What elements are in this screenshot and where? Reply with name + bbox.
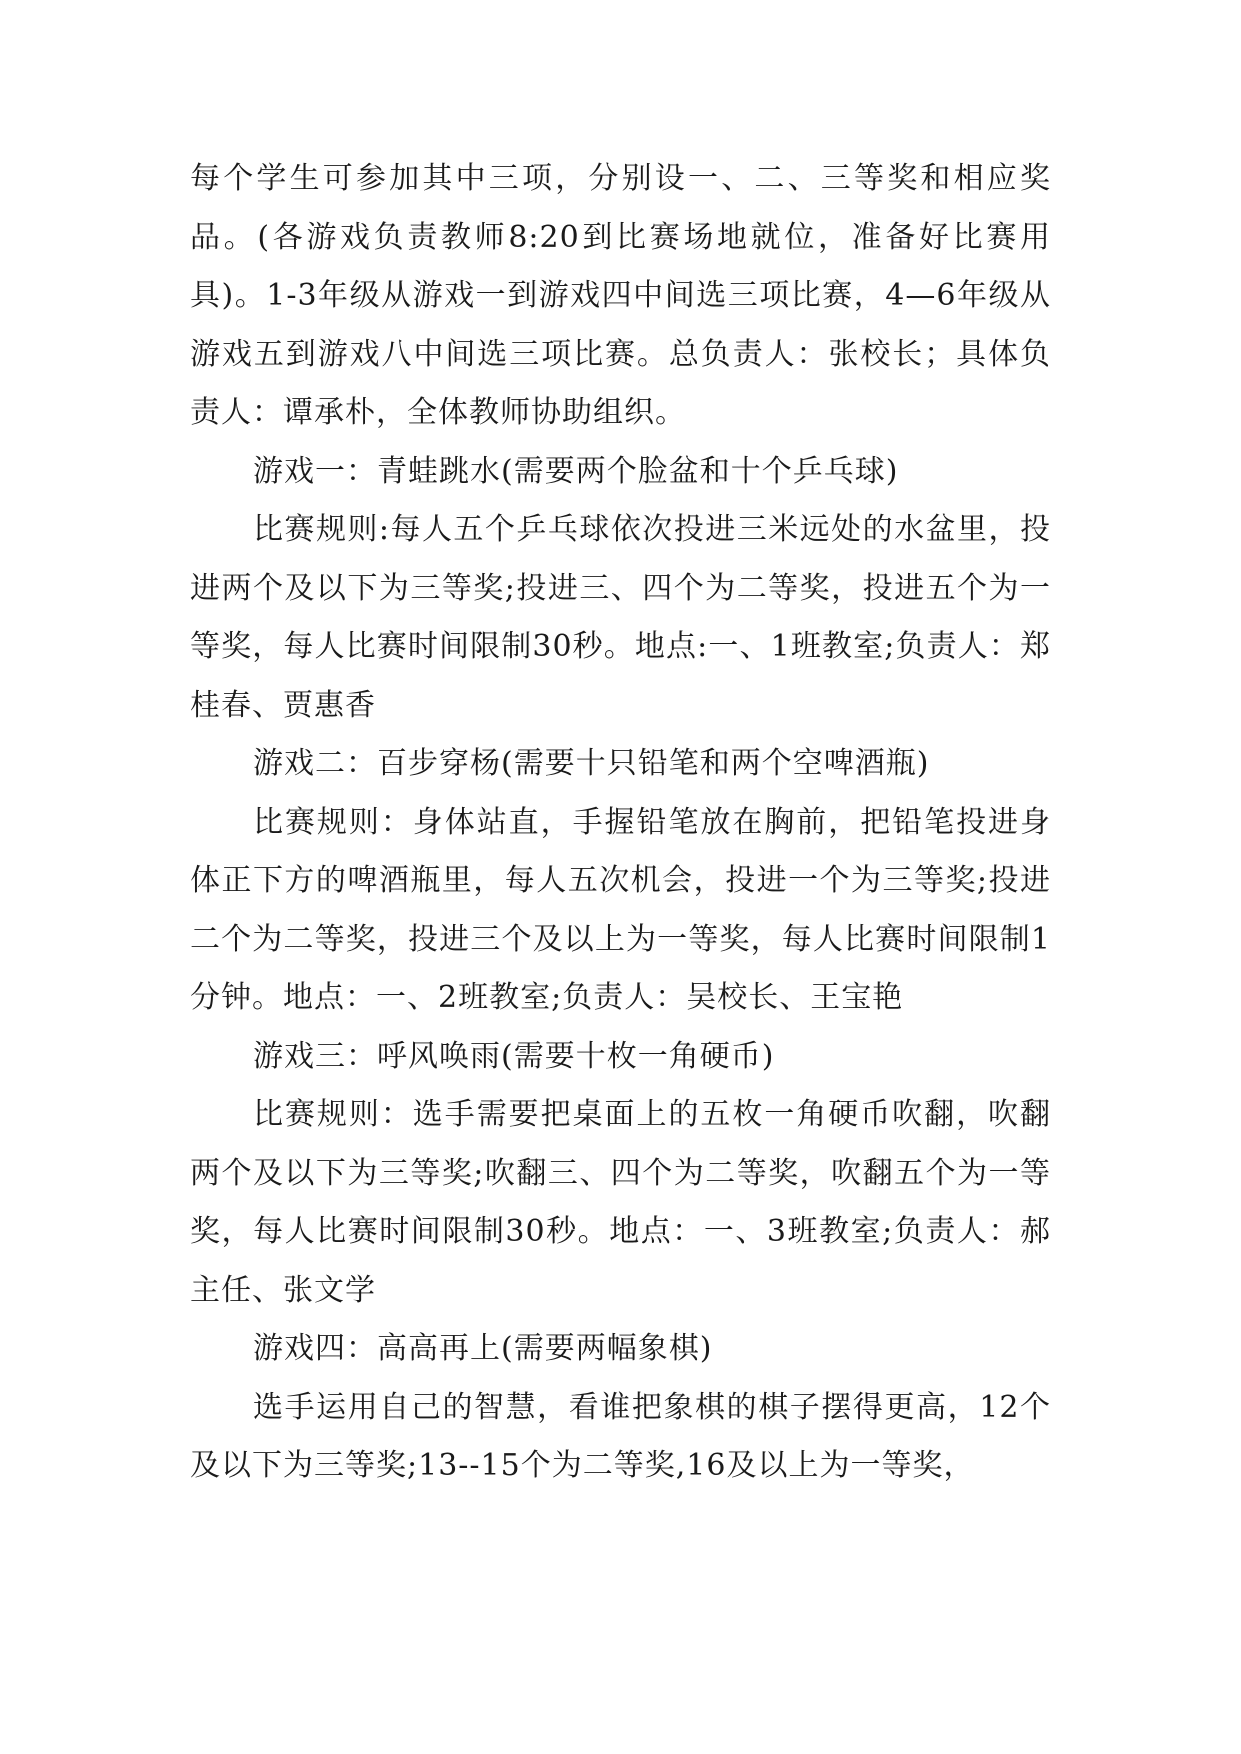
game-1-rules: 比赛规则:每人五个乒乓球依次投进三米远处的水盆里，投进两个及以下为三等奖;投进三、四个为二等奖，投进五个为一等奖，每人比赛时间限制30秒。地点:一、1班教室;负责人：郑桂春、贾惠香: [190, 512, 1051, 723]
game-4-rules: 选手运用自己的智慧，看谁把象棋的棋子摆得更高，12个及以下为三等奖;13--15个为二等奖,16及以上为一等奖，: [190, 1389, 1051, 1483]
game-1-heading: 游戏一：青蛙跳水(需要两个脸盆和十个乒乓球): [253, 453, 899, 489]
game-2-heading: 游戏二：百步穿杨(需要十只铅笔和两个空啤酒瓶): [253, 746, 930, 781]
paragraph-intro: 每个学生可参加其中三项，分别设一、二、三等奖和相应奖品。(各游戏负责教师8:20到比赛场地就位，准备好比赛用具)。1-3年级从游戏一到游戏四中间选三项比赛，4—6年级从游戏五到游戏八中间选三项比赛。总负责人：张校长；具体负责人：谭承朴，全体教师协助组织。: [190, 161, 1051, 430]
game-3-heading: 游戏三：呼风唤雨(需要十枚一角硬币): [253, 1038, 775, 1074]
document-page: [190, 150, 1051, 1496]
game-2-rules: 比赛规则：身体站直，手握铅笔放在胸前，把铅笔投进身体正下方的啤酒瓶里，每人五次机会，投进一个为三等奖;投进二个为二等奖，投进三个及以上为一等奖，每人比赛时间限制1分钟。地点：一、2班教室;负责人：吴校长、王宝艳: [190, 804, 1051, 1015]
game-4-heading: 游戏四：高高再上(需要两幅象棋): [253, 1331, 713, 1366]
game-3-rules: 比赛规则：选手需要把桌面上的五枚一角硬币吹翻，吹翻两个及以下为三等奖;吹翻三、四个为二等奖，吹翻五个为一等奖，每人比赛时间限制30秒。地点：一、3班教室;负责人：郝主任、张文学: [190, 1097, 1051, 1308]
